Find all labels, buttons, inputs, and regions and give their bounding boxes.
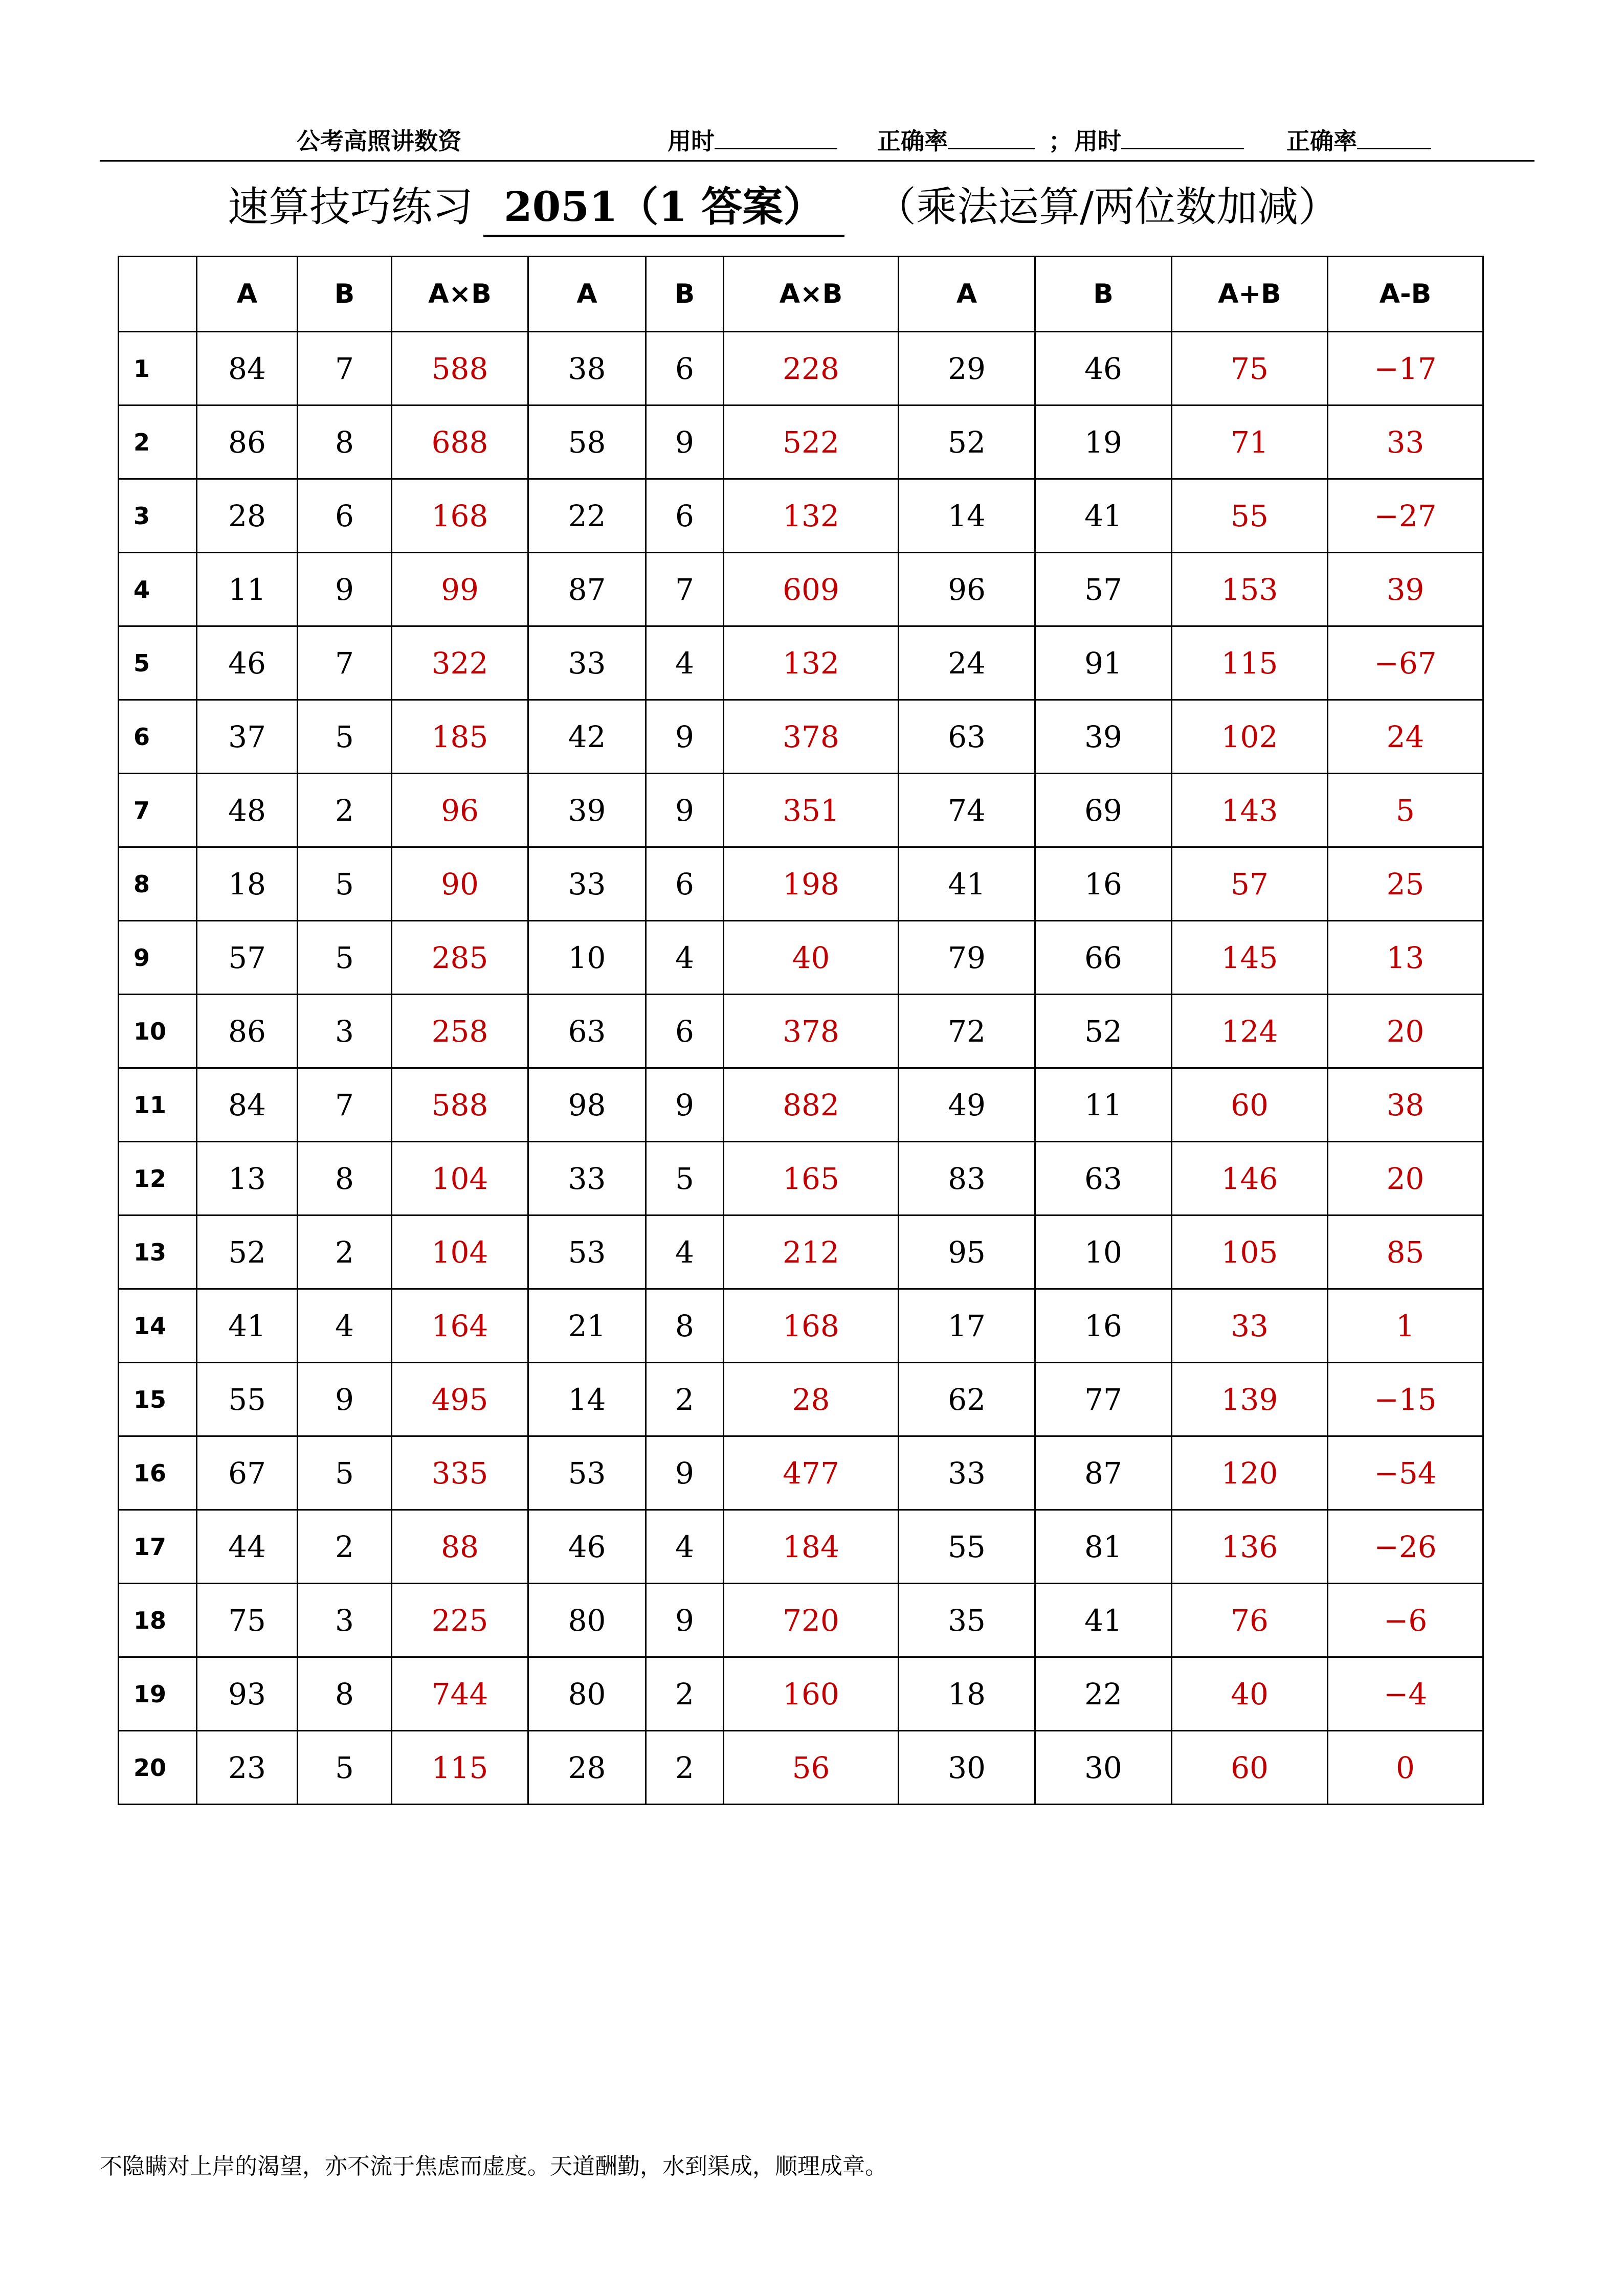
- table-row: [119, 479, 1483, 553]
- accuracy-field-2: [1286, 123, 1431, 156]
- operand-cell: 2: [646, 1657, 724, 1731]
- operand-cell: 10: [528, 921, 646, 995]
- operand-cell: 53: [528, 1215, 646, 1289]
- answer-cell: 33: [1328, 406, 1483, 479]
- table-row: [119, 774, 1483, 847]
- row-number: 6: [119, 700, 197, 774]
- answer-cell: 20: [1328, 1142, 1483, 1215]
- column-header: A: [899, 257, 1035, 332]
- operand-cell: 16: [1035, 1289, 1172, 1363]
- column-header: A-B: [1328, 257, 1483, 332]
- operand-cell: 80: [528, 1657, 646, 1731]
- operand-cell: 8: [298, 1657, 392, 1731]
- operand-cell: 95: [899, 1215, 1035, 1289]
- answer-cell: 588: [392, 332, 528, 406]
- answer-cell: 495: [392, 1363, 528, 1436]
- row-number: 5: [119, 626, 197, 700]
- separator: ；: [1049, 127, 1072, 155]
- operand-cell: 46: [1035, 332, 1172, 406]
- operand-cell: 10: [1035, 1215, 1172, 1289]
- row-number: 14: [119, 1289, 197, 1363]
- answer-cell: 688: [392, 406, 528, 479]
- answer-cell: 212: [724, 1215, 899, 1289]
- answer-cell: −4: [1328, 1657, 1483, 1731]
- operand-cell: 30: [899, 1731, 1035, 1805]
- answer-cell: 146: [1172, 1142, 1328, 1215]
- operand-cell: 6: [646, 479, 724, 553]
- operand-cell: 28: [528, 1731, 646, 1805]
- operand-cell: 5: [298, 847, 392, 921]
- operand-cell: 52: [197, 1215, 298, 1289]
- operand-cell: 98: [528, 1068, 646, 1142]
- operand-cell: 69: [1035, 774, 1172, 847]
- answer-cell: 5: [1328, 774, 1483, 847]
- answer-cell: 124: [1172, 995, 1328, 1068]
- operand-cell: 2: [646, 1731, 724, 1805]
- answer-cell: 522: [724, 406, 899, 479]
- operand-cell: 58: [528, 406, 646, 479]
- operand-cell: 33: [528, 1142, 646, 1215]
- operand-cell: 18: [197, 847, 298, 921]
- operand-cell: 22: [1035, 1657, 1172, 1731]
- answer-cell: 258: [392, 995, 528, 1068]
- operand-cell: 80: [528, 1584, 646, 1657]
- operand-cell: 7: [298, 626, 392, 700]
- answer-cell: 104: [392, 1215, 528, 1289]
- row-number: 20: [119, 1731, 197, 1805]
- operand-cell: 79: [899, 921, 1035, 995]
- operand-cell: 28: [197, 479, 298, 553]
- answer-cell: 60: [1172, 1068, 1328, 1142]
- operand-cell: 62: [899, 1363, 1035, 1436]
- table-row: [119, 1215, 1483, 1289]
- worksheet-title: [228, 174, 1339, 240]
- operand-cell: 66: [1035, 921, 1172, 995]
- accuracy-label-1: 正确率: [877, 127, 948, 155]
- operand-cell: 41: [1035, 1584, 1172, 1657]
- operand-cell: 87: [528, 553, 646, 626]
- answer-cell: 0: [1328, 1731, 1483, 1805]
- table-body: [119, 332, 1483, 1805]
- operand-cell: 9: [646, 700, 724, 774]
- column-header: B: [298, 257, 392, 332]
- operand-cell: 63: [1035, 1142, 1172, 1215]
- operand-cell: 14: [528, 1363, 646, 1436]
- operand-cell: 83: [899, 1142, 1035, 1215]
- operand-cell: 8: [298, 1142, 392, 1215]
- operand-cell: 9: [298, 553, 392, 626]
- operand-cell: 38: [528, 332, 646, 406]
- operand-cell: 33: [528, 626, 646, 700]
- operand-cell: 2: [646, 1363, 724, 1436]
- operand-cell: 9: [646, 406, 724, 479]
- worksheet-header: [100, 97, 1532, 164]
- operand-cell: 63: [528, 995, 646, 1068]
- column-header: B: [1035, 257, 1172, 332]
- answer-cell: 85: [1328, 1215, 1483, 1289]
- answer-cell: 115: [392, 1731, 528, 1805]
- operand-cell: 13: [197, 1142, 298, 1215]
- time-label-2: 用时: [1074, 127, 1121, 155]
- operand-cell: 3: [298, 995, 392, 1068]
- row-number: 11: [119, 1068, 197, 1142]
- operand-cell: 41: [1035, 479, 1172, 553]
- operand-cell: 9: [298, 1363, 392, 1436]
- table-row: [119, 1436, 1483, 1510]
- column-header: A: [197, 257, 298, 332]
- operand-cell: 46: [528, 1510, 646, 1584]
- answer-cell: 56: [724, 1731, 899, 1805]
- operand-cell: 35: [899, 1584, 1035, 1657]
- operand-cell: 19: [1035, 406, 1172, 479]
- operand-cell: 46: [197, 626, 298, 700]
- answer-cell: 228: [724, 332, 899, 406]
- answer-cell: −26: [1328, 1510, 1483, 1584]
- operand-cell: 30: [1035, 1731, 1172, 1805]
- operand-cell: 84: [197, 332, 298, 406]
- row-number: 3: [119, 479, 197, 553]
- table-row: [119, 1142, 1483, 1215]
- operand-cell: 42: [528, 700, 646, 774]
- answer-cell: 33: [1172, 1289, 1328, 1363]
- operand-cell: 84: [197, 1068, 298, 1142]
- answer-cell: 99: [392, 553, 528, 626]
- operand-cell: 5: [298, 921, 392, 995]
- operand-cell: 81: [1035, 1510, 1172, 1584]
- answer-cell: 720: [724, 1584, 899, 1657]
- operand-cell: 53: [528, 1436, 646, 1510]
- brand-name: 公考高照讲数资: [297, 127, 461, 155]
- answer-cell: 75: [1172, 332, 1328, 406]
- operand-cell: 67: [197, 1436, 298, 1510]
- answer-cell: 164: [392, 1289, 528, 1363]
- row-number: 17: [119, 1510, 197, 1584]
- row-number: 1: [119, 332, 197, 406]
- answer-cell: 198: [724, 847, 899, 921]
- operand-cell: 39: [528, 774, 646, 847]
- operand-cell: 6: [646, 995, 724, 1068]
- operand-cell: 6: [646, 332, 724, 406]
- table-row: [119, 1068, 1483, 1142]
- operand-cell: 4: [298, 1289, 392, 1363]
- answer-cell: 1: [1328, 1289, 1483, 1363]
- operand-cell: 4: [646, 1215, 724, 1289]
- operand-cell: 2: [298, 1510, 392, 1584]
- row-number: 4: [119, 553, 197, 626]
- answer-cell: −17: [1328, 332, 1483, 406]
- operand-cell: 2: [298, 774, 392, 847]
- operand-cell: 5: [298, 700, 392, 774]
- answer-cell: 378: [724, 700, 899, 774]
- row-number: 16: [119, 1436, 197, 1510]
- operand-cell: 8: [298, 406, 392, 479]
- table-row: [119, 406, 1483, 479]
- column-header: A: [528, 257, 646, 332]
- accuracy-blank-1[interactable]: [948, 125, 1035, 149]
- answer-cell: 882: [724, 1068, 899, 1142]
- answer-cell: 57: [1172, 847, 1328, 921]
- column-header: A×B: [724, 257, 899, 332]
- operand-cell: 55: [197, 1363, 298, 1436]
- answer-cell: 40: [724, 921, 899, 995]
- table-row: [119, 847, 1483, 921]
- operand-cell: 37: [197, 700, 298, 774]
- operand-cell: 7: [646, 553, 724, 626]
- answer-cell: 351: [724, 774, 899, 847]
- operand-cell: 52: [899, 406, 1035, 479]
- operand-cell: 86: [197, 995, 298, 1068]
- accuracy-field-1: [877, 123, 1035, 156]
- operand-cell: 6: [646, 847, 724, 921]
- table-header-row: [119, 257, 1483, 332]
- answer-cell: 285: [392, 921, 528, 995]
- header-divider: [100, 160, 1534, 162]
- answer-cell: 160: [724, 1657, 899, 1731]
- operand-cell: 24: [899, 626, 1035, 700]
- answer-cell: 88: [392, 1510, 528, 1584]
- answer-cell: 40: [1172, 1657, 1328, 1731]
- answer-cell: 335: [392, 1436, 528, 1510]
- title-code: 2051（1 答案）: [483, 174, 844, 237]
- answer-cell: 25: [1328, 847, 1483, 921]
- answer-cell: 378: [724, 995, 899, 1068]
- title-subtitle: （乘法运算/两位数加减）: [875, 183, 1340, 231]
- table-row: [119, 626, 1483, 700]
- answer-cell: 60: [1172, 1731, 1328, 1805]
- operand-cell: 91: [1035, 626, 1172, 700]
- operand-cell: 16: [1035, 847, 1172, 921]
- column-header: A+B: [1172, 257, 1328, 332]
- row-number: 13: [119, 1215, 197, 1289]
- footer-motto: 不隐瞒对上岸的渴望，亦不流于焦虑而虚度。天道酬勤，水到渠成，顺理成章。: [100, 2153, 887, 2179]
- time-field-2: [1074, 123, 1244, 156]
- title-main: 速算技巧练习: [228, 183, 473, 231]
- answer-cell: 609: [724, 553, 899, 626]
- operand-cell: 21: [528, 1289, 646, 1363]
- operand-cell: 5: [298, 1436, 392, 1510]
- answer-cell: 132: [724, 479, 899, 553]
- operand-cell: 6: [298, 479, 392, 553]
- row-number: 19: [119, 1657, 197, 1731]
- answer-cell: 115: [1172, 626, 1328, 700]
- operand-cell: 63: [899, 700, 1035, 774]
- answer-cell: −15: [1328, 1363, 1483, 1436]
- operand-cell: 29: [899, 332, 1035, 406]
- time-label-1: 用时: [668, 127, 715, 155]
- answer-cell: 165: [724, 1142, 899, 1215]
- operand-cell: 17: [899, 1289, 1035, 1363]
- operand-cell: 86: [197, 406, 298, 479]
- operand-cell: 9: [646, 1068, 724, 1142]
- row-number: 8: [119, 847, 197, 921]
- table-row: [119, 332, 1483, 406]
- answer-cell: 76: [1172, 1584, 1328, 1657]
- answer-cell: 28: [724, 1363, 899, 1436]
- operand-cell: 8: [646, 1289, 724, 1363]
- column-header: A×B: [392, 257, 528, 332]
- operand-cell: 74: [899, 774, 1035, 847]
- answer-cell: 90: [392, 847, 528, 921]
- time-field-1: [668, 123, 837, 156]
- answer-cell: −6: [1328, 1584, 1483, 1657]
- table-row: [119, 1289, 1483, 1363]
- operand-cell: 39: [1035, 700, 1172, 774]
- time-blank-1[interactable]: [715, 125, 837, 149]
- operand-cell: 33: [528, 847, 646, 921]
- answer-cell: 39: [1328, 553, 1483, 626]
- column-header-index: [119, 257, 197, 332]
- operand-cell: 4: [646, 921, 724, 995]
- operand-cell: 22: [528, 479, 646, 553]
- operand-cell: 41: [197, 1289, 298, 1363]
- answer-cell: 744: [392, 1657, 528, 1731]
- row-number: 10: [119, 995, 197, 1068]
- operand-cell: 72: [899, 995, 1035, 1068]
- operand-cell: 11: [1035, 1068, 1172, 1142]
- table-row: [119, 1510, 1483, 1584]
- operand-cell: 23: [197, 1731, 298, 1805]
- operand-cell: 52: [1035, 995, 1172, 1068]
- answer-cell: 120: [1172, 1436, 1328, 1510]
- table-row: [119, 1731, 1483, 1805]
- row-number: 7: [119, 774, 197, 847]
- answer-cell: 184: [724, 1510, 899, 1584]
- answer-cell: 20: [1328, 995, 1483, 1068]
- answer-cell: 139: [1172, 1363, 1328, 1436]
- answer-cell: 71: [1172, 406, 1328, 479]
- table-row: [119, 553, 1483, 626]
- operand-cell: 44: [197, 1510, 298, 1584]
- operand-cell: 93: [197, 1657, 298, 1731]
- row-number: 9: [119, 921, 197, 995]
- column-header: B: [646, 257, 724, 332]
- operand-cell: 49: [899, 1068, 1035, 1142]
- operand-cell: 57: [1035, 553, 1172, 626]
- row-number: 2: [119, 406, 197, 479]
- operand-cell: 55: [899, 1510, 1035, 1584]
- operand-cell: 7: [298, 1068, 392, 1142]
- answer-cell: 588: [392, 1068, 528, 1142]
- operand-cell: 4: [646, 1510, 724, 1584]
- operand-cell: 9: [646, 1436, 724, 1510]
- operand-cell: 96: [899, 553, 1035, 626]
- answer-cell: 185: [392, 700, 528, 774]
- table-row: [119, 1657, 1483, 1731]
- table-row: [119, 1584, 1483, 1657]
- operand-cell: 9: [646, 774, 724, 847]
- answer-cell: 168: [724, 1289, 899, 1363]
- answer-cell: 136: [1172, 1510, 1328, 1584]
- table-row: [119, 1363, 1483, 1436]
- answer-cell: 322: [392, 626, 528, 700]
- answer-cell: −27: [1328, 479, 1483, 553]
- accuracy-blank-2[interactable]: [1357, 125, 1431, 149]
- answer-cell: 153: [1172, 553, 1328, 626]
- accuracy-label-2: 正确率: [1286, 127, 1357, 155]
- operand-cell: 48: [197, 774, 298, 847]
- answer-cell: 24: [1328, 700, 1483, 774]
- operand-cell: 4: [646, 626, 724, 700]
- table-row: [119, 921, 1483, 995]
- operand-cell: 57: [197, 921, 298, 995]
- answer-cell: 168: [392, 479, 528, 553]
- answer-cell: 102: [1172, 700, 1328, 774]
- operand-cell: 2: [298, 1215, 392, 1289]
- operand-cell: 33: [899, 1436, 1035, 1510]
- answer-cell: 477: [724, 1436, 899, 1510]
- row-number: 12: [119, 1142, 197, 1215]
- table-row: [119, 995, 1483, 1068]
- answer-cell: 104: [392, 1142, 528, 1215]
- operand-cell: 41: [899, 847, 1035, 921]
- operand-cell: 77: [1035, 1363, 1172, 1436]
- answer-cell: 225: [392, 1584, 528, 1657]
- answer-cell: 13: [1328, 921, 1483, 995]
- operand-cell: 87: [1035, 1436, 1172, 1510]
- operand-cell: 75: [197, 1584, 298, 1657]
- practice-table: [118, 256, 1484, 1805]
- answer-cell: 105: [1172, 1215, 1328, 1289]
- operand-cell: 7: [298, 332, 392, 406]
- answer-cell: 132: [724, 626, 899, 700]
- operand-cell: 5: [298, 1731, 392, 1805]
- answer-cell: 143: [1172, 774, 1328, 847]
- table-row: [119, 700, 1483, 774]
- row-number: 18: [119, 1584, 197, 1657]
- answer-cell: 96: [392, 774, 528, 847]
- time-blank-2[interactable]: [1121, 125, 1244, 149]
- row-number: 15: [119, 1363, 197, 1436]
- answer-cell: 38: [1328, 1068, 1483, 1142]
- operand-cell: 14: [899, 479, 1035, 553]
- answer-cell: 145: [1172, 921, 1328, 995]
- operand-cell: 3: [298, 1584, 392, 1657]
- operand-cell: 18: [899, 1657, 1035, 1731]
- answer-cell: 55: [1172, 479, 1328, 553]
- operand-cell: 5: [646, 1142, 724, 1215]
- operand-cell: 9: [646, 1584, 724, 1657]
- answer-cell: −54: [1328, 1436, 1483, 1510]
- operand-cell: 11: [197, 553, 298, 626]
- answer-cell: −67: [1328, 626, 1483, 700]
